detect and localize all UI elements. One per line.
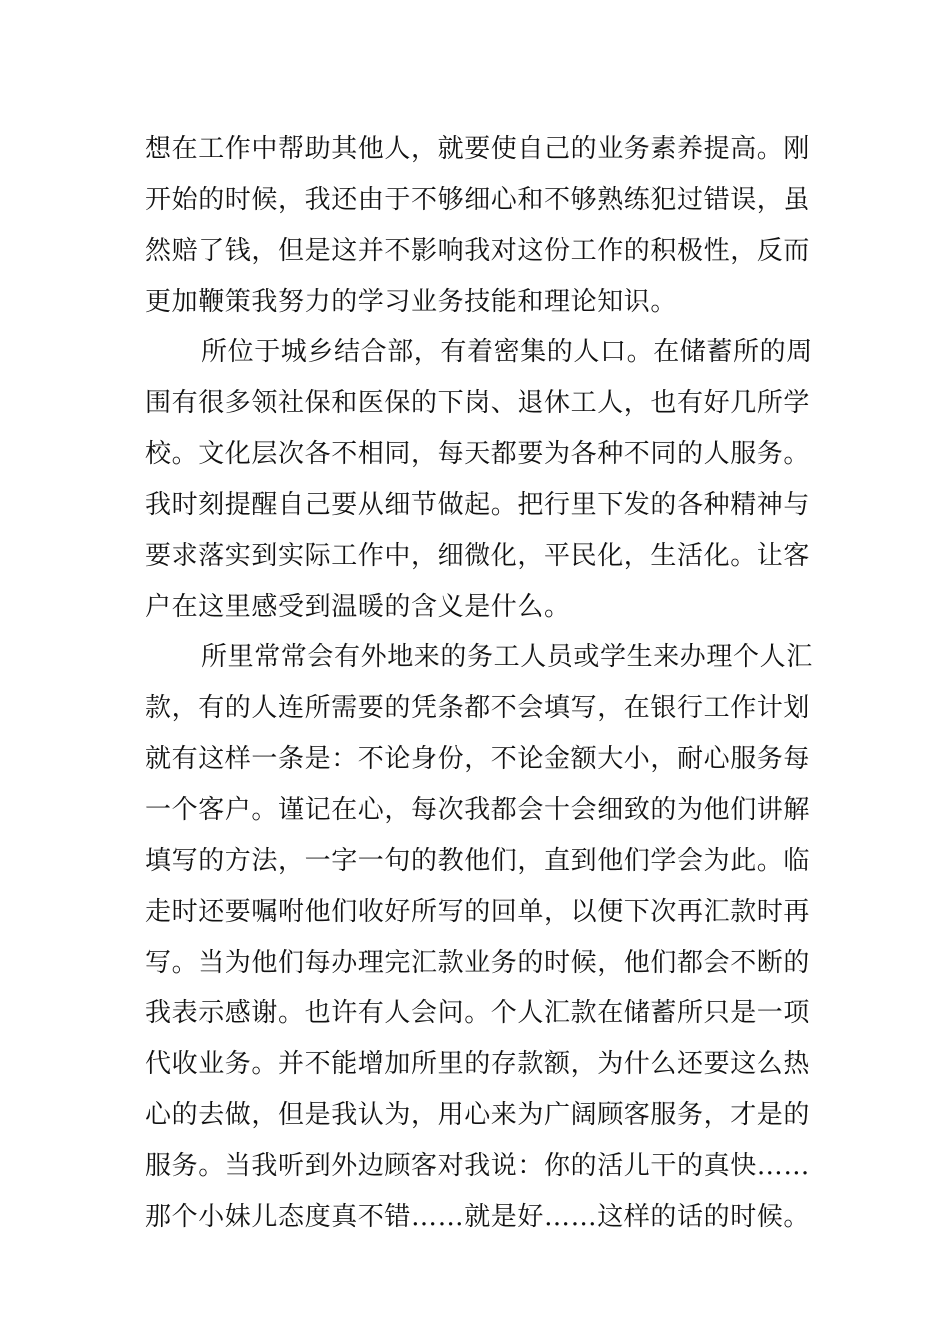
- paragraph-first-line: 所位于城乡结合部，有着密集的人口。在储蓄所的周: [201, 337, 813, 368]
- text-line: 开始的时候，我还由于不够细心和不够熟练犯过错误，虽: [145, 184, 811, 215]
- text-line: 更加鞭策我努力的学习业务技能和理论知识。: [145, 286, 678, 317]
- text-line: 一个客户。谨记在心，每次我都会十会细致的为他们讲解: [145, 794, 811, 825]
- text-line: 然赔了钱，但是这并不影响我对这份工作的积极性，反而: [145, 235, 811, 266]
- text-line: 要求落实到实际工作中，细微化，平民化，生活化。让客: [145, 540, 811, 571]
- text-line: 代收业务。并不能增加所里的存款额，为什么还要这么热: [145, 1049, 811, 1080]
- paragraph-first-line: 所里常常会有外地来的务工人员或学生来办理个人汇: [201, 642, 813, 673]
- text-line: 写。当为他们每办理完汇款业务的时候，他们都会不断的: [145, 947, 811, 978]
- text-line: 走时还要嘱咐他们收好所写的回单，以便下次再汇款时再: [145, 896, 811, 927]
- text-line: 填写的方法，一字一句的教他们，直到他们学会为此。临: [145, 845, 811, 876]
- body-text: [145, 124, 813, 1243]
- text-line: 服务。当我听到外边顾客对我说：你的活儿干的真快……: [145, 1150, 811, 1181]
- text-line: 就有这样一条是：不论身份，不论金额大小，耐心服务每: [145, 744, 811, 775]
- text-line: 那个小妹儿态度真不错……就是好……这样的话的时候。: [145, 1201, 811, 1232]
- text-line: 户在这里感受到温暖的含义是什么。: [145, 591, 571, 622]
- text-line: 我时刻提醒自己要从细节做起。把行里下发的各种精神与: [145, 489, 811, 520]
- text-line: 围有很多领社保和医保的下岗、退休工人，也有好几所学: [145, 388, 811, 419]
- text-line: 款，有的人连所需要的凭条都不会填写，在银行工作计划: [145, 693, 811, 724]
- text-line: 想在工作中帮助其他人，就要使自己的业务素养提高。刚: [145, 134, 811, 164]
- text-line: 校。文化层次各不相同，每天都要为各种不同的人服务。: [145, 439, 811, 470]
- text-line: 心的去做，但是我认为，用心来为广阔顾客服务，才是的: [145, 1100, 811, 1131]
- text-line: 我表示感谢。也许有人会问。个人汇款在储蓄所只是一项: [145, 998, 811, 1029]
